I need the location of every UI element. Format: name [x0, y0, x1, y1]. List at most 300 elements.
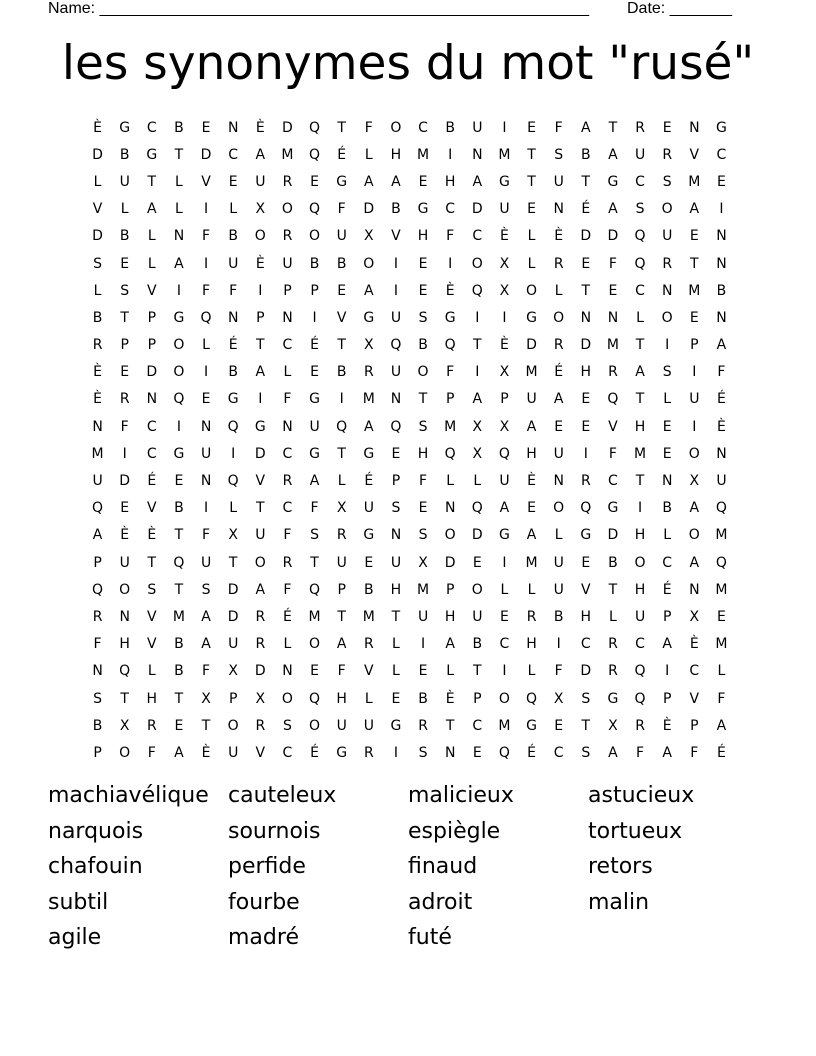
grid-cell: G: [390, 717, 402, 734]
grid-cell: I: [502, 309, 507, 326]
grid-cell: A: [608, 744, 618, 761]
grid-row: [84, 223, 744, 250]
grid-cell: È: [445, 282, 455, 299]
grid-cell: G: [607, 500, 619, 517]
grid-cell: R: [418, 717, 428, 734]
grid-cell: N: [92, 418, 103, 435]
header: [48, 0, 748, 20]
grid-cell: È: [93, 119, 102, 136]
grid-cell: A: [174, 744, 184, 761]
grid-cell: E: [120, 255, 130, 272]
grid-row: [84, 685, 744, 712]
grid-cell: Q: [309, 146, 321, 163]
grid-cell: A: [255, 581, 266, 598]
grid-cell: E: [228, 173, 238, 190]
grid-cell: S: [418, 418, 428, 435]
page-title: les synonymes du mot "rusé": [61, 36, 755, 91]
grid-cell: C: [716, 146, 727, 163]
grid-cell: R: [608, 364, 618, 381]
grid-cell: U: [336, 554, 347, 571]
grid-cell: R: [255, 717, 266, 734]
grid-cell: G: [607, 690, 619, 707]
grid-cell: G: [526, 717, 537, 734]
grid-cell: V: [336, 309, 347, 326]
grid-cell: L: [446, 473, 455, 490]
grid-cell: N: [200, 418, 212, 435]
word-bank: [48, 780, 768, 958]
grid-cell: V: [147, 636, 157, 653]
grid-cell: T: [581, 173, 591, 190]
grid-cell: X: [255, 690, 266, 707]
grid-cell: C: [635, 636, 645, 653]
grid-cell: U: [526, 391, 537, 408]
grid-cell: G: [716, 119, 727, 136]
grid-cell: E: [391, 690, 401, 707]
grid-cell: I: [692, 364, 697, 381]
grid-cell: T: [256, 337, 265, 354]
grid-cell: M: [634, 445, 647, 462]
grid-cell: È: [717, 418, 726, 435]
grid-cell: O: [688, 445, 700, 462]
grid-cell: Q: [200, 309, 212, 326]
grid-cell: A: [364, 173, 374, 190]
grid-cell: M: [362, 608, 375, 625]
grid-cell: L: [392, 636, 400, 653]
grid-cell: X: [201, 690, 211, 707]
grid-cell: I: [583, 445, 588, 462]
grid-cell: E: [201, 391, 211, 408]
grid-cell: O: [281, 690, 293, 707]
grid-cell: L: [93, 282, 102, 299]
grid-cell: I: [665, 337, 670, 354]
grid-cell: F: [717, 690, 726, 707]
grid-cell: P: [147, 309, 157, 326]
grid-cell: X: [119, 717, 130, 734]
grid-cell: D: [227, 581, 239, 598]
grid-cell: U: [228, 744, 239, 761]
grid-cell: B: [174, 636, 184, 653]
grid-cell: T: [201, 717, 211, 734]
grid-cell: M: [91, 445, 104, 462]
grid-cell: C: [608, 473, 618, 490]
grid-cell: M: [715, 527, 728, 544]
grid-cell: P: [337, 581, 346, 598]
grid-cell: A: [255, 146, 266, 163]
grid-cell: É: [717, 391, 726, 408]
grid-cell: R: [608, 636, 618, 653]
grid-cell: N: [444, 744, 456, 761]
grid-cell: I: [475, 364, 480, 381]
grid-cell: V: [201, 173, 211, 190]
grid-cell: I: [258, 391, 263, 408]
grid-cell: Q: [498, 445, 510, 462]
grid-cell: E: [201, 119, 211, 136]
grid-cell: N: [227, 119, 239, 136]
grid-cell: R: [336, 527, 347, 544]
grid-cell: T: [174, 146, 184, 163]
grid-row: [84, 386, 744, 413]
grid-row: [84, 413, 744, 440]
grid-cell: U: [689, 391, 700, 408]
grid-cell: Q: [309, 119, 321, 136]
grid-cell: U: [499, 201, 510, 218]
grid-cell: C: [580, 636, 591, 653]
grid-cell: B: [174, 663, 184, 680]
grid-cell: R: [255, 608, 266, 625]
grid-cell: É: [717, 744, 726, 761]
grid-cell: E: [364, 554, 374, 571]
grid-cell: P: [391, 473, 401, 490]
grid-cell: N: [390, 527, 402, 544]
grid-cell: G: [526, 309, 537, 326]
grid-cell: B: [662, 500, 672, 517]
grid-cell: F: [690, 744, 699, 761]
grid-cell: H: [390, 581, 402, 598]
grid-cell: R: [662, 255, 673, 272]
grid-cell: T: [581, 282, 591, 299]
grid-cell: I: [312, 309, 317, 326]
grid-cell: L: [527, 255, 536, 272]
grid-cell: Q: [471, 282, 483, 299]
grid-cell: N: [716, 445, 727, 462]
grid-cell: D: [254, 663, 266, 680]
grid-cell: O: [254, 228, 266, 245]
grid-cell: S: [581, 744, 591, 761]
grid-cell: D: [227, 608, 239, 625]
grid-cell: S: [635, 201, 645, 218]
grid-cell: É: [662, 581, 672, 598]
grid-cell: I: [637, 500, 643, 517]
grid-cell: X: [499, 255, 510, 272]
grid-cell: S: [93, 255, 102, 272]
grid-cell: N: [553, 473, 564, 490]
grid-cell: O: [119, 744, 131, 761]
grid-cell: O: [363, 255, 375, 272]
grid-cell: N: [146, 391, 158, 408]
grid-cell: B: [581, 146, 591, 163]
grid-cell: S: [201, 581, 211, 598]
grid-cell: P: [120, 337, 129, 354]
grid-cell: G: [336, 173, 348, 190]
grid-cell: E: [391, 445, 401, 462]
grid-cell: L: [636, 309, 644, 326]
grid-cell: T: [690, 255, 699, 272]
word-bank-item: sournois: [228, 818, 321, 844]
grid-cell: C: [282, 445, 293, 462]
grid-cell: R: [608, 663, 618, 680]
grid-cell: B: [391, 201, 401, 218]
grid-cell: M: [606, 337, 619, 354]
grid-cell: L: [120, 201, 129, 218]
grid-row: [84, 603, 744, 630]
grid-cell: N: [282, 309, 293, 326]
grid-cell: U: [92, 473, 103, 490]
grid-cell: B: [472, 636, 483, 653]
grid-cell: E: [310, 663, 319, 680]
grid-cell: T: [527, 146, 536, 163]
grid-cell: L: [93, 173, 102, 190]
grid-cell: H: [444, 608, 456, 625]
grid-cell: A: [689, 500, 700, 517]
grid-cell: D: [363, 201, 375, 218]
grid-cell: M: [417, 581, 430, 598]
grid-cell: M: [715, 581, 728, 598]
grid-cell: T: [120, 309, 129, 326]
grid-cell: É: [228, 337, 238, 354]
grid-cell: X: [689, 608, 700, 625]
grid-cell: B: [418, 690, 428, 707]
grid-cell: Q: [227, 418, 239, 435]
grid-cell: E: [581, 554, 591, 571]
grid-cell: A: [581, 119, 591, 136]
grid-cell: A: [201, 636, 211, 653]
grid-cell: L: [147, 228, 156, 245]
grid-cell: D: [444, 554, 456, 571]
grid-cell: O: [281, 201, 293, 218]
grid-cell: U: [499, 473, 510, 490]
grid-cell: S: [554, 146, 564, 163]
grid-cell: U: [472, 119, 483, 136]
grid-cell: G: [146, 146, 158, 163]
grid-cell: L: [283, 364, 292, 381]
grid-cell: H: [336, 690, 347, 707]
grid-cell: U: [119, 554, 130, 571]
word-bank-item: espiègle: [408, 818, 501, 844]
grid-cell: M: [172, 608, 185, 625]
grid-cell: T: [228, 554, 238, 571]
grid-cell: U: [662, 228, 673, 245]
grid-cell: H: [390, 146, 402, 163]
grid-row: [84, 576, 744, 603]
grid-row: [84, 631, 744, 658]
grid-cell: V: [391, 228, 401, 245]
grid-cell: S: [418, 309, 428, 326]
grid-cell: E: [608, 282, 618, 299]
grid-cell: M: [688, 282, 701, 299]
grid-cell: C: [689, 663, 700, 680]
grid-cell: E: [174, 473, 184, 490]
grid-cell: A: [608, 146, 618, 163]
grid-cell: B: [364, 581, 374, 598]
grid-cell: N: [689, 581, 700, 598]
grid-cell: E: [581, 418, 591, 435]
grid-cell: N: [661, 473, 673, 490]
grid-cell: O: [661, 309, 673, 326]
grid-row: [84, 359, 744, 386]
grid-cell: B: [92, 309, 103, 326]
grid-cell: I: [176, 418, 181, 435]
grid-cell: T: [391, 608, 401, 625]
grid-cell: M: [498, 146, 511, 163]
grid-cell: U: [716, 473, 727, 490]
grid-cell: P: [228, 690, 238, 707]
grid-cell: G: [499, 527, 510, 544]
grid-cell: N: [716, 228, 727, 245]
grid-cell: M: [688, 173, 701, 190]
grid-cell: H: [634, 418, 646, 435]
grid-cell: M: [525, 554, 538, 571]
grid-cell: C: [282, 744, 293, 761]
grid-cell: R: [146, 717, 157, 734]
grid-cell: A: [255, 364, 266, 381]
grid-cell: I: [502, 663, 507, 680]
grid-cell: X: [336, 500, 347, 517]
grid-row: [84, 712, 744, 739]
grid-cell: L: [554, 282, 563, 299]
grid-cell: U: [282, 255, 293, 272]
grid-cell: T: [337, 119, 346, 136]
grid-cell: N: [390, 391, 402, 408]
grid-cell: T: [635, 391, 645, 408]
grid-cell: X: [499, 282, 510, 299]
grid-cell: N: [661, 282, 673, 299]
grid-row: [84, 250, 744, 277]
grid-cell: U: [634, 146, 646, 163]
grid-cell: L: [527, 581, 536, 598]
grid-cell: R: [255, 636, 266, 653]
grid-cell: R: [662, 146, 673, 163]
word-bank-item: astucieux: [588, 783, 695, 808]
grid-cell: F: [93, 636, 102, 653]
grid-cell: M: [281, 146, 294, 163]
grid-row: [84, 277, 744, 304]
word-bank-item: narquois: [48, 818, 144, 844]
grid-cell: E: [337, 282, 347, 299]
grid-cell: H: [444, 173, 456, 190]
grid-cell: P: [662, 690, 672, 707]
grid-cell: F: [717, 364, 726, 381]
grid-cell: L: [229, 500, 238, 517]
grid-row: [84, 739, 744, 766]
grid-cell: Q: [526, 690, 538, 707]
grid-cell: C: [662, 554, 673, 571]
grid-cell: É: [527, 744, 536, 761]
grid-cell: P: [662, 608, 672, 625]
grid-cell: È: [93, 391, 102, 408]
date-field: Date: _______: [627, 0, 732, 17]
grid-cell: L: [500, 581, 509, 598]
grid-cell: Q: [92, 581, 104, 598]
grid-cell: N: [716, 309, 727, 326]
grid-cell: E: [554, 717, 564, 734]
grid-cell: I: [665, 663, 670, 680]
grid-cell: Q: [580, 500, 592, 517]
grid-cell: È: [662, 717, 672, 734]
grid-cell: D: [92, 146, 103, 163]
grid-cell: L: [283, 636, 292, 653]
grid-cell: O: [309, 228, 321, 245]
grid-cell: G: [309, 445, 320, 462]
grid-cell: R: [553, 337, 564, 354]
grid-cell: P: [283, 282, 292, 299]
grid-cell: N: [689, 119, 700, 136]
grid-cell: M: [308, 608, 321, 625]
grid-cell: O: [173, 364, 185, 381]
grid-cell: A: [526, 527, 537, 544]
grid-cell: È: [255, 255, 265, 272]
grid-cell: È: [147, 527, 157, 544]
grid-cell: F: [202, 663, 211, 680]
grid-cell: R: [363, 744, 374, 761]
word-bank-item: chafouin: [48, 854, 143, 879]
grid-cell: M: [498, 717, 511, 734]
grid-cell: H: [119, 636, 130, 653]
grid-cell: D: [146, 364, 158, 381]
grid-cell: H: [417, 445, 429, 462]
grid-cell: U: [228, 636, 239, 653]
word-bank-item: cauteleux: [228, 783, 337, 808]
grid-cell: A: [716, 337, 727, 354]
grid-cell: E: [418, 663, 428, 680]
word-bank-item: finaud: [408, 854, 478, 879]
grid-row: [84, 495, 744, 522]
grid-cell: U: [336, 717, 347, 734]
grid-cell: R: [282, 173, 293, 190]
grid-cell: I: [203, 255, 209, 272]
grid-cell: R: [363, 636, 374, 653]
grid-cell: D: [526, 337, 537, 354]
grid-cell: V: [255, 744, 266, 761]
grid-cell: D: [580, 337, 592, 354]
grid-cell: E: [581, 391, 591, 408]
grid-cell: R: [119, 391, 130, 408]
grid-cell: È: [527, 473, 536, 490]
grid-row: [84, 196, 744, 223]
grid-cell: X: [499, 418, 510, 435]
grid-cell: V: [689, 146, 700, 163]
grid-cell: B: [716, 282, 727, 299]
grid-cell: S: [662, 364, 672, 381]
grid-row: [84, 549, 744, 576]
grid-cell: B: [309, 255, 320, 272]
grid-cell: F: [364, 119, 373, 136]
grid-cell: Q: [390, 418, 402, 435]
grid-cell: È: [201, 744, 211, 761]
grid-cell: H: [580, 364, 592, 381]
grid-cell: U: [363, 500, 374, 517]
grid-cell: O: [553, 309, 565, 326]
grid-cell: I: [203, 364, 209, 381]
grid-cell: É: [364, 473, 374, 490]
grid-cell: F: [283, 527, 292, 544]
grid-cell: X: [472, 418, 483, 435]
grid-cell: O: [390, 119, 402, 136]
grid-cell: G: [173, 445, 185, 462]
grid-cell: F: [608, 445, 617, 462]
grid-cell: B: [119, 146, 130, 163]
grid-cell: V: [92, 201, 103, 218]
grid-cell: P: [690, 337, 699, 354]
grid-cell: È: [120, 527, 130, 544]
grid-cell: A: [309, 473, 320, 490]
grid-cell: D: [282, 119, 293, 136]
grid-cell: N: [607, 309, 619, 326]
grid-cell: Q: [227, 473, 239, 490]
grid-cell: D: [580, 663, 592, 680]
grid-cell: V: [147, 282, 157, 299]
grid-cell: C: [553, 744, 564, 761]
grid-cell: A: [391, 173, 401, 190]
grid-cell: M: [362, 391, 375, 408]
grid-cell: Q: [390, 337, 402, 354]
grid-cell: E: [554, 418, 564, 435]
grid-cell: T: [120, 690, 129, 707]
grid-cell: B: [445, 119, 455, 136]
grid-cell: F: [283, 391, 292, 408]
grid-cell: U: [417, 608, 429, 625]
grid-cell: I: [475, 309, 480, 326]
grid-row: [84, 440, 744, 467]
